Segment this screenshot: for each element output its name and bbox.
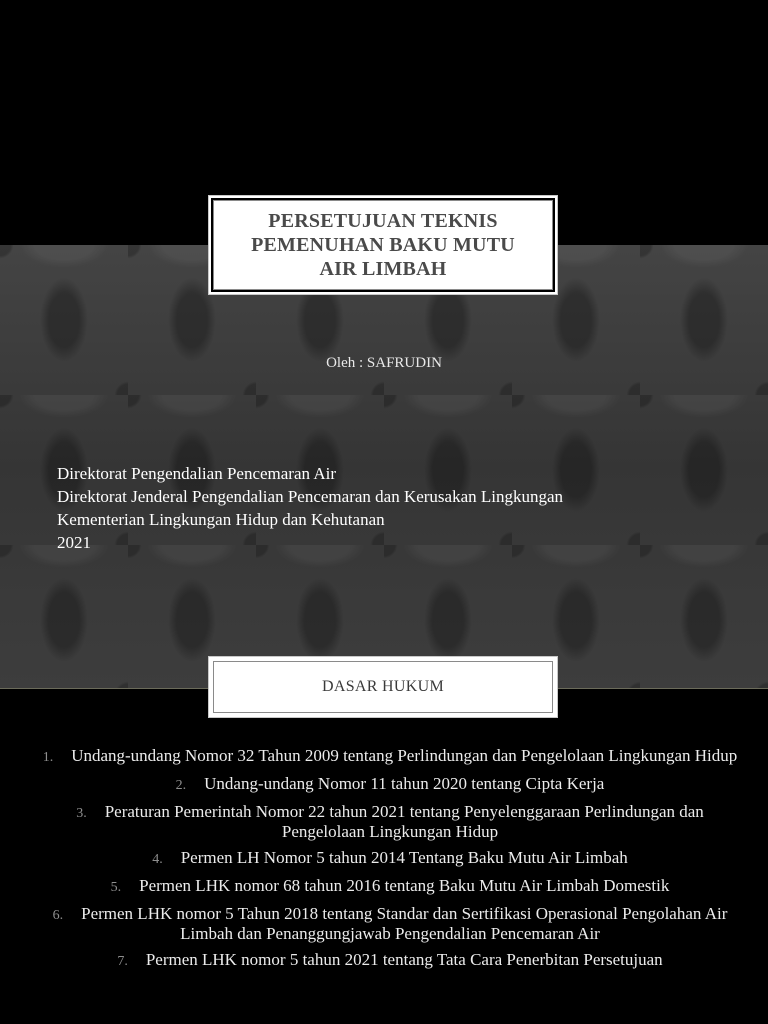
list-text: Permen LH Nomor 5 tahun 2014 Tentang Baku Mutu Air Limbah	[180, 848, 628, 867]
slide-title: PERSETUJUAN TEKNIS PEMENUHAN BAKU MUTU AIR LIMBAH	[251, 210, 515, 280]
legal-basis-list	[40, 747, 740, 979]
org-line: Kementerian Lingkungan Hidup dan Kehutanan	[57, 510, 385, 529]
title-box	[208, 195, 558, 295]
list-item	[40, 877, 740, 897]
list-item	[40, 951, 740, 971]
list-text: Permen LHK nomor 68 tahun 2016 tentang Baku Mutu Air Limbah Domestik	[139, 876, 670, 895]
list-number: 5.	[110, 880, 122, 895]
list-text: Undang-undang Nomor 11 tahun 2020 tentang Cipta Kerja	[204, 774, 605, 793]
author-line: Oleh : SAFRUDIN	[326, 355, 442, 371]
list-item	[40, 905, 740, 943]
list-number: 6.	[52, 908, 64, 923]
list-text: Peraturan Pemerintah Nomor 22 tahun 2021 tentang Penyelenggaraan Perlindungan dan Pengelolaan Lingkungan Hidup	[104, 802, 704, 841]
org-line: Direktorat Pengendalian Pencemaran Air	[57, 464, 336, 483]
list-text: Undang-undang Nomor 32 Tahun 2009 tentang Perlindungan dan Pengelolaan Lingkungan Hidup	[71, 746, 738, 765]
list-number: 7.	[117, 954, 128, 969]
section-title-box	[208, 656, 558, 718]
list-item	[40, 747, 740, 767]
list-text: Permen LHK nomor 5 tahun 2021 tentang Tata Cara Penerbitan Persetujuan	[145, 950, 663, 969]
list-item	[40, 849, 740, 869]
org-year: 2021	[57, 533, 91, 552]
list-item	[40, 775, 740, 795]
list-number: 1.	[42, 750, 54, 765]
list-number: 3.	[76, 806, 87, 821]
list-item	[40, 803, 740, 841]
list-number: 4.	[152, 852, 163, 867]
section-title: DASAR HUKUM	[322, 678, 444, 695]
organization-block	[57, 462, 747, 554]
list-text: Permen LHK nomor 5 Tahun 2018 tentang Standar dan Sertifikasi Operasional Pengolahan Air Limbah dan Penanggungjawab Pengendalian Pencemaran Air	[81, 904, 728, 943]
org-line: Direktorat Jenderal Pengendalian Pencemaran dan Kerusakan Lingkungan	[57, 487, 564, 506]
list-number: 2.	[175, 778, 187, 793]
